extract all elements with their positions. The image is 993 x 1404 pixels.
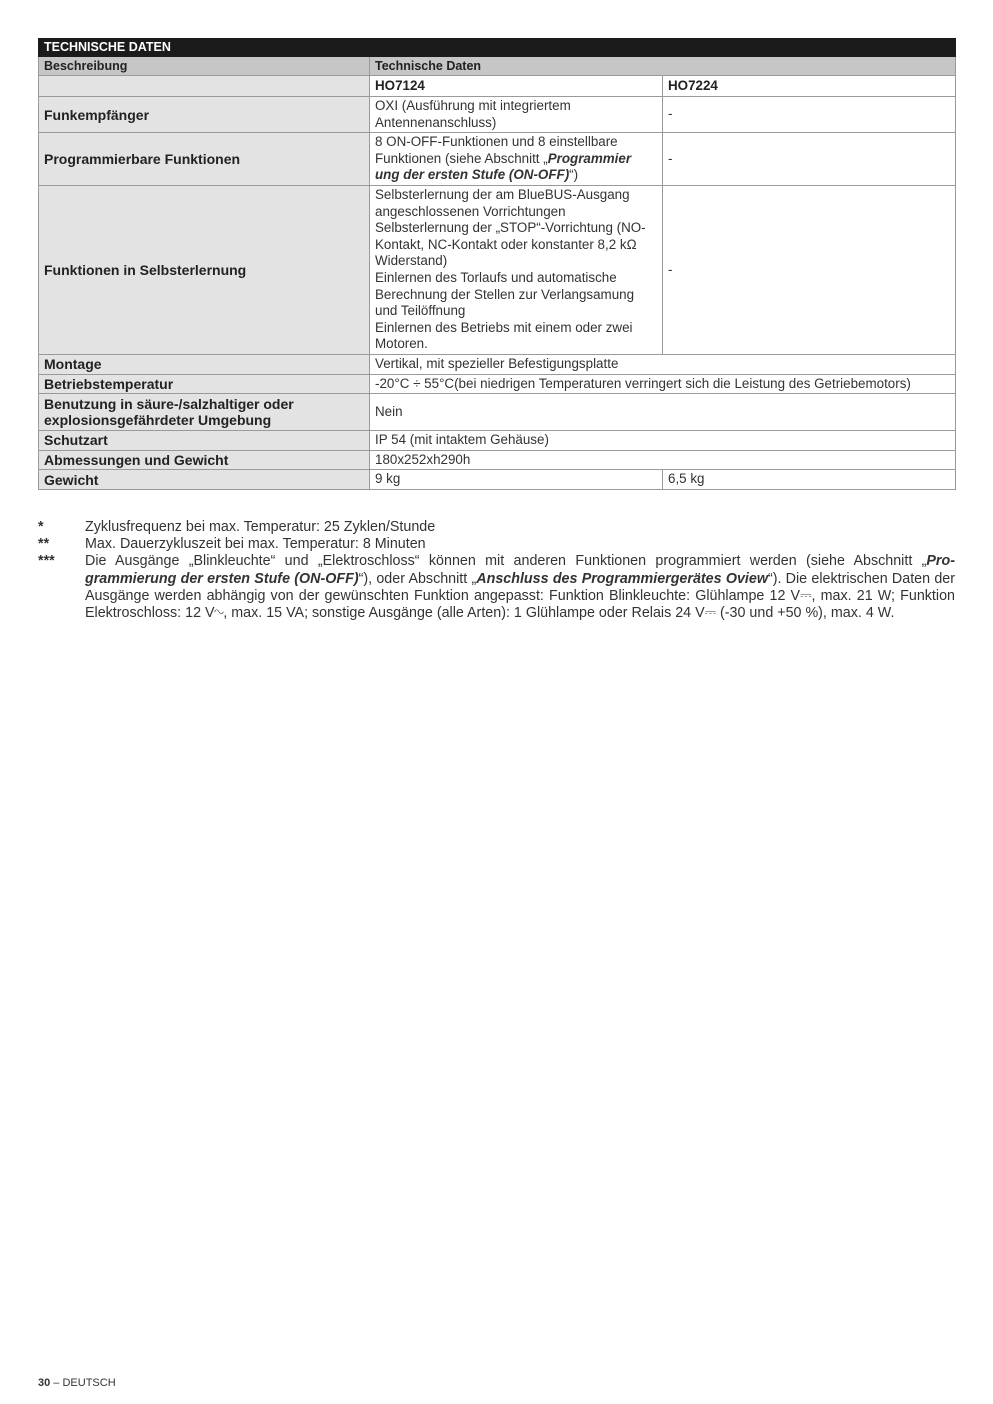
value-shared: Nein <box>370 394 956 431</box>
footer-separator: – <box>50 1377 63 1389</box>
table-row <box>39 470 956 490</box>
value-ho7124 <box>370 133 663 186</box>
value-shared: -20°C ÷ 55°C(bei niedrigen Temperaturen verringert sich die Leistung des Getriebemotors) <box>370 374 956 394</box>
footnote-text-part: “), oder Abschnitt „ <box>358 570 477 587</box>
footnote-text <box>85 553 955 622</box>
table-row <box>39 97 956 133</box>
table-row <box>39 450 956 470</box>
value-text: 8 ON-OFF-Funktionen und 8 einstellbare Funktionen (siehe Abschnitt „ <box>375 134 618 166</box>
row-label: Funkempfänger <box>39 97 370 133</box>
value-line: Einlernen des Torlaufs und automatische Berechnung der Stellen zur Verlangsamung und Teilöffnung <box>375 269 635 319</box>
value-text: “) <box>569 167 579 183</box>
table-row <box>39 133 956 186</box>
table-title-row <box>39 39 956 57</box>
technical-data-table <box>38 38 956 490</box>
value-ho7124: OXI (Ausführung mit integriertem Antennenanschluss) <box>370 97 663 133</box>
value-line: Einlernen des Betriebs mit einem oder zwei Motoren. <box>375 319 633 352</box>
row-label: Benutzung in säure-/salzhaltiger oder explosionsgefährdeter Umgebung <box>39 394 370 431</box>
value-shared: IP 54 (mit intaktem Gehäuse) <box>370 431 956 451</box>
section-reference: Programmier ung der ersten Stufe (ON-OFF) <box>375 150 632 183</box>
table-row <box>39 185 956 354</box>
column-header-description: Beschreibung <box>39 57 370 76</box>
value-shared: 180x252xh290h <box>370 450 956 470</box>
section-reference: Anschluss des Programmiergerätes Oview <box>476 570 768 587</box>
footnotes <box>38 519 955 622</box>
model-ho7224: HO7224 <box>663 76 956 97</box>
section-reference: Pro-grammierung der ersten Stufe (ON-OFF) <box>85 553 955 587</box>
model-ho7124: HO7124 <box>370 76 663 97</box>
row-label: Gewicht <box>39 470 370 490</box>
value-ho7124 <box>370 185 663 354</box>
table-title: TECHNISCHE DATEN <box>39 39 956 57</box>
row-label: Abmessungen und Gewicht <box>39 450 370 470</box>
page-footer <box>38 1377 116 1389</box>
value-ho7124: 9 kg <box>370 470 663 490</box>
value-ho7224: - <box>663 185 956 354</box>
model-header-row <box>39 76 956 97</box>
value-ho7224: - <box>663 97 956 133</box>
row-label: Betriebstemperatur <box>39 374 370 394</box>
row-label: Schutzart <box>39 431 370 451</box>
technical-data-table-wrapper <box>38 38 955 490</box>
footnote <box>38 536 955 553</box>
footnote-mark: *** <box>38 553 55 570</box>
footnote-mark: * <box>38 519 44 535</box>
footnote <box>38 519 955 536</box>
column-header-row <box>39 57 956 76</box>
value-ho7224: 6,5 kg <box>663 470 956 490</box>
footnote-text-part: Die Ausgänge „Blinkleuchte“ und „Elektroschloss“ können mit anderen Funktionen programmiert werden (siehe Abschnitt „ <box>85 553 927 570</box>
model-header-empty <box>39 76 370 97</box>
footnote-text: Max. Dauerzykluszeit bei max. Temperatur: 8 Minuten <box>85 536 426 553</box>
table-row <box>39 374 956 394</box>
footnote-text: Zyklusfrequenz bei max. Temperatur: 25 Zyklen/Stunde <box>85 519 436 535</box>
table-row <box>39 354 956 374</box>
footnote-mark: ** <box>38 536 50 553</box>
value-line: Selbsterlernung der „STOP“-Vorrichtung (NO-Kontakt, NC-Kontakt oder konstanter 8,2 kΩ Widerstand) <box>375 220 646 269</box>
footnote <box>38 553 955 622</box>
row-label: Funktionen in Selbsterlernung <box>39 185 370 354</box>
row-label: Programmierbare Funktionen <box>39 133 370 186</box>
value-shared: Vertikal, mit spezieller Befestigungsplatte <box>370 354 956 374</box>
table-row <box>39 431 956 451</box>
value-ho7224: - <box>663 133 956 186</box>
value-line: Selbsterlernung der am BlueBUS-Ausgang angeschlossenen Vorrichtungen <box>375 186 630 219</box>
row-label: Montage <box>39 354 370 374</box>
footnote-text-part: “). Die elektrischen Daten der Ausgänge werden abhängig von der gewünschten Funktion angepasst: Funktion Blinkleuchte: Glühlampe 12 V⎓, max. 21 W; Funktion Elektroschloss: 12 V∿, max. 15 VA; sonstige Ausgänge (alle Arten): 1 Glühlampe oder Relais 24 V⎓ (-30 und +50 %), max. 4 W. <box>85 570 956 622</box>
footer-language: DEUTSCH <box>62 1377 116 1389</box>
table-row <box>39 394 956 431</box>
page-number: 30 <box>38 1377 51 1389</box>
column-header-data: Technische Daten <box>370 57 956 76</box>
